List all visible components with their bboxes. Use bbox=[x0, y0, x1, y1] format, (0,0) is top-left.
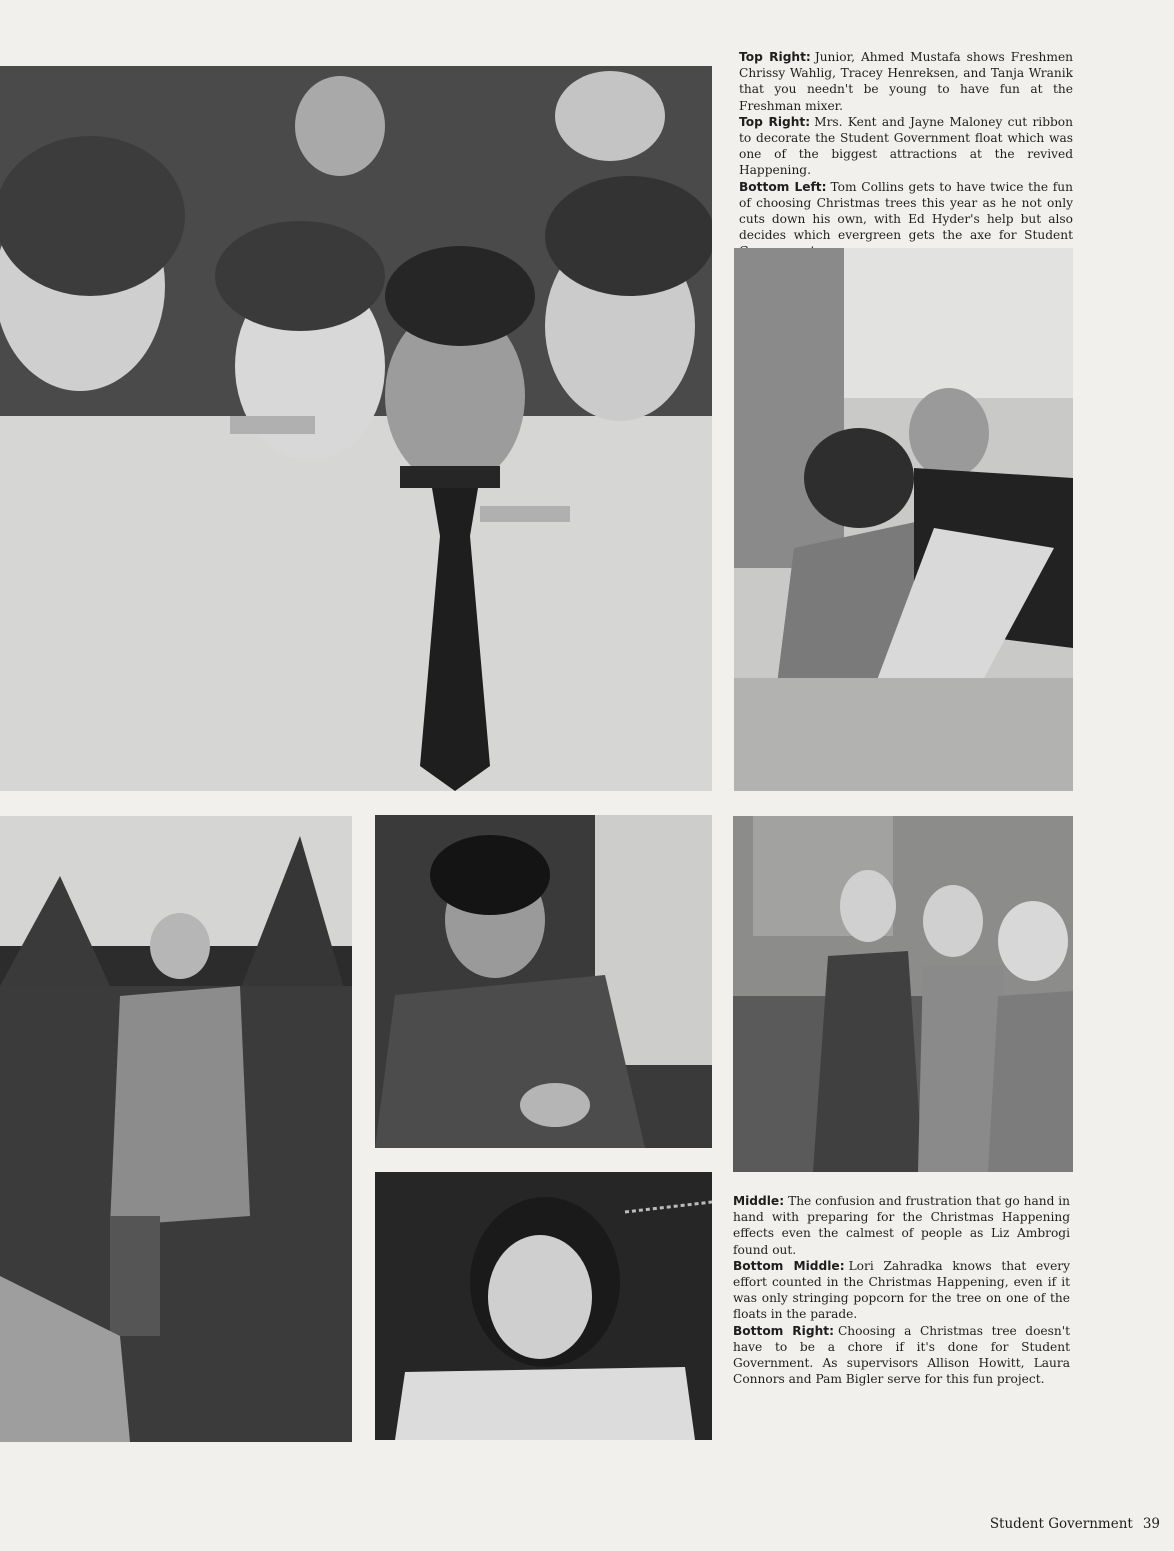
photo-christmas-tree-field bbox=[0, 816, 352, 1442]
caption-middle: Middle: The confusion and frustration that go hand in hand with preparing for the Christmas Happening effects even the calmest of people as Liz Ambrogi found out. bbox=[733, 1194, 1070, 1257]
photo-freshman-mixer bbox=[0, 66, 712, 791]
page-footer bbox=[990, 1516, 1160, 1532]
caption-bottom-middle: Bottom Middle: Lori Zahradka knows that every effort counted in the Christmas Happening, even if it was only stringing popcorn for the tree on one of the floats in the parade. bbox=[733, 1258, 1070, 1322]
page-number: 39 bbox=[1142, 1516, 1160, 1532]
photo-ribbon-cutting bbox=[734, 248, 1073, 791]
section-title: Student Government bbox=[989, 1516, 1133, 1532]
photo-confusion-middle bbox=[375, 815, 712, 1148]
photo-popcorn-stringing bbox=[375, 1172, 712, 1440]
caption-bottom-left: Bottom Left: Tom Collins gets to have twice the fun of choosing Christmas trees this year as he not only cuts down his own, with Ed Hyder's help but also decides which evergreen gets the axe for Student bbox=[739, 179, 1073, 243]
photo-three-supervisors bbox=[733, 816, 1073, 1172]
caption-top-right-1: Top Right: Junior, Ahmed Mustafa shows Freshmen Chrissy Wahlig, Tracey Henreksen, and Tanja Wranik that you needn't be young to have fun at the Freshman mixer. bbox=[739, 50, 1074, 113]
caption-bottom-right: Bottom Right: Choosing a Christmas tree doesn't have to be a chore if it's done for Student Government. As supervisors Allison Howitt, Laura Connors and Pam Bigler serve for this fun project. bbox=[733, 1323, 1070, 1387]
caption-top-right-2: Top Right: Mrs. Kent and Jayne Maloney cut ribbon to decorate the Student Government float which was one of the biggest attractions at the revived Happening. bbox=[739, 114, 1073, 178]
captions-bottom bbox=[733, 1193, 1070, 1387]
captions-top bbox=[739, 49, 1073, 260]
